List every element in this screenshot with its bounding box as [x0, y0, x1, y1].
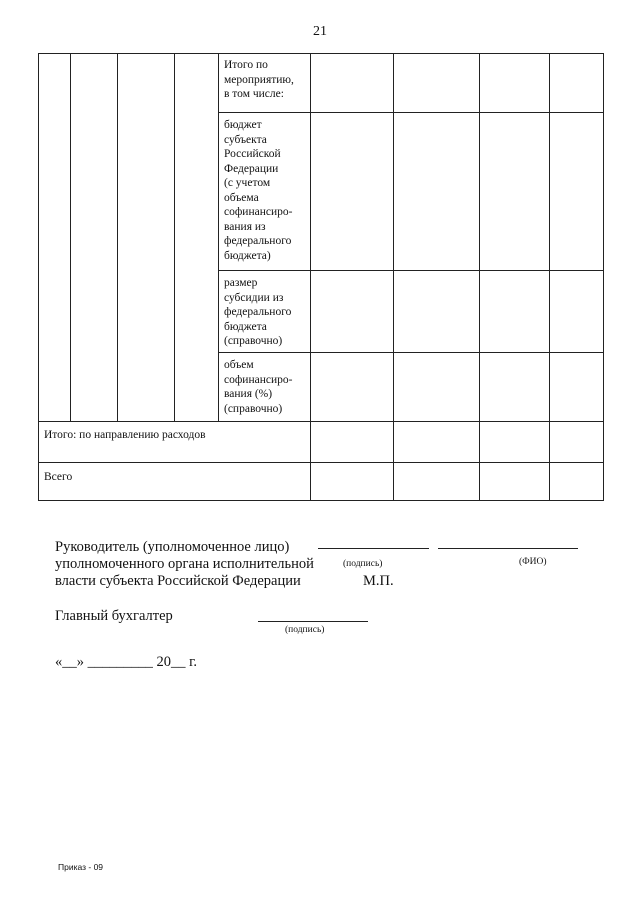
row-total-measure-line: мероприятию, [224, 73, 294, 86]
row-federal-subsidy-line: субсидии из [224, 291, 284, 304]
row-federal-subsidy-line: размер [224, 277, 258, 289]
row-regional-budget [224, 118, 310, 263]
row-regional-budget-line: федерального [224, 235, 292, 247]
row-federal-subsidy-line: (справочно) [224, 335, 283, 347]
row-cofinancing-percent-line: объем [224, 359, 254, 371]
row-regional-budget-line: бюджета) [224, 249, 271, 262]
row-cofinancing-percent-line: вания (%) [224, 388, 273, 400]
row-regional-budget-line: Федерации [224, 162, 279, 175]
accountant-signature-line [258, 621, 368, 622]
accountant-signature-hint: (подпись) [285, 625, 325, 635]
row-total-measure-line: Итого по [224, 59, 268, 71]
head-name-line [438, 548, 578, 549]
page-number: 21 [313, 24, 327, 39]
date-line: «__» _________ 20__ г. [55, 654, 198, 670]
head-title-line2: уполномоченного органа исполнительной [55, 556, 314, 572]
accountant-title: Главный бухгалтер [55, 608, 173, 624]
row-regional-budget-line: Российской [224, 148, 281, 160]
head-name-hint: (ФИО) [519, 557, 547, 567]
row-federal-subsidy [224, 276, 310, 349]
row-regional-budget-line: вания из [224, 220, 266, 233]
row-regional-budget-line: (с учетом [224, 177, 271, 189]
row-regional-budget-line: софинансиро- [224, 206, 293, 218]
row-regional-budget-line: объема [224, 191, 259, 204]
row-total-measure-line: в том числе: [224, 88, 284, 100]
row-federal-subsidy-line: федерального [224, 306, 292, 318]
row-regional-budget-line: субъекта [224, 133, 267, 146]
row-total-all: Всего [44, 471, 73, 483]
head-signature-line [318, 548, 429, 549]
head-title-line1: Руководитель (уполномоченное лицо) [55, 539, 290, 555]
row-federal-subsidy-line: бюджета [224, 320, 267, 333]
row-total-direction: Итого: по направлению расходов [44, 429, 206, 441]
row-cofinancing-percent [224, 358, 310, 416]
stamp-label: М.П. [363, 573, 394, 589]
head-signature-hint: (подпись) [343, 559, 383, 569]
row-cofinancing-percent-line: софинансиро- [224, 373, 293, 386]
footer-order-code: Приказ - 09 [58, 862, 104, 872]
head-title-line3: власти субъекта Российской Федерации [55, 573, 301, 589]
row-total-measure [224, 58, 310, 102]
row-regional-budget-line: бюджет [224, 119, 262, 131]
row-cofinancing-percent-line: (справочно) [224, 402, 283, 415]
